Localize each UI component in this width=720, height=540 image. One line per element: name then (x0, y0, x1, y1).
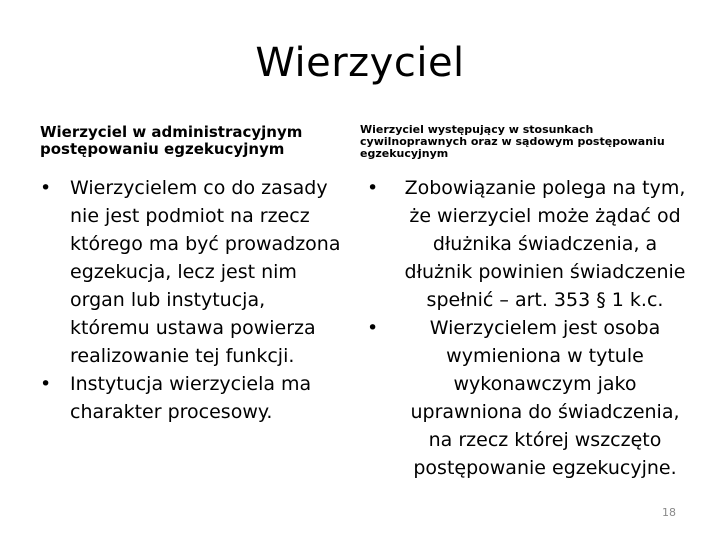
bullet-icon: • (40, 373, 52, 395)
right-bullet-list (360, 174, 690, 482)
left-bullet-list (40, 174, 350, 426)
bullet-text: Zobowiązanie polega na tym, że wierzyciel może żądać od dłużnika świadczenia, a dłużnik powinien świadczenie spełnić – art. 353 § 1 k.c. (404, 177, 686, 311)
list-item (360, 174, 690, 314)
bullet-icon: • (367, 317, 379, 339)
list-item (40, 370, 350, 426)
right-column (360, 124, 690, 482)
bullet-text: Wierzycielem jest osoba wymieniona w tytule wykonawczym jako uprawniona do świadczenia, na rzecz której wszczęto postępowanie egzekucyjne. (410, 317, 680, 479)
left-column-heading: Wierzyciel w administracyjnym postępowaniu egzekucyjnym (40, 123, 303, 158)
left-column (40, 124, 350, 426)
list-item (360, 314, 690, 482)
bullet-text: Wierzycielem co do zasady nie jest podmiot na rzecz którego ma być prowadzona egzekucja, lecz jest nim organ lub instytucja, któremu ustawa powierza realizowanie tej funkcji. (70, 177, 341, 367)
bullet-icon: • (367, 177, 379, 199)
bullet-text: Instytucja wierzyciela ma charakter procesowy. (70, 373, 312, 423)
list-item (40, 174, 350, 370)
right-column-heading: Wierzyciel występujący w stosunkach cywilnoprawnych oraz w sądowym postępowaniu egzekucyjnym (360, 123, 665, 161)
bullet-icon: • (40, 177, 52, 199)
slide-title: Wierzyciel (255, 40, 465, 86)
slide-number: 18 (662, 506, 676, 519)
